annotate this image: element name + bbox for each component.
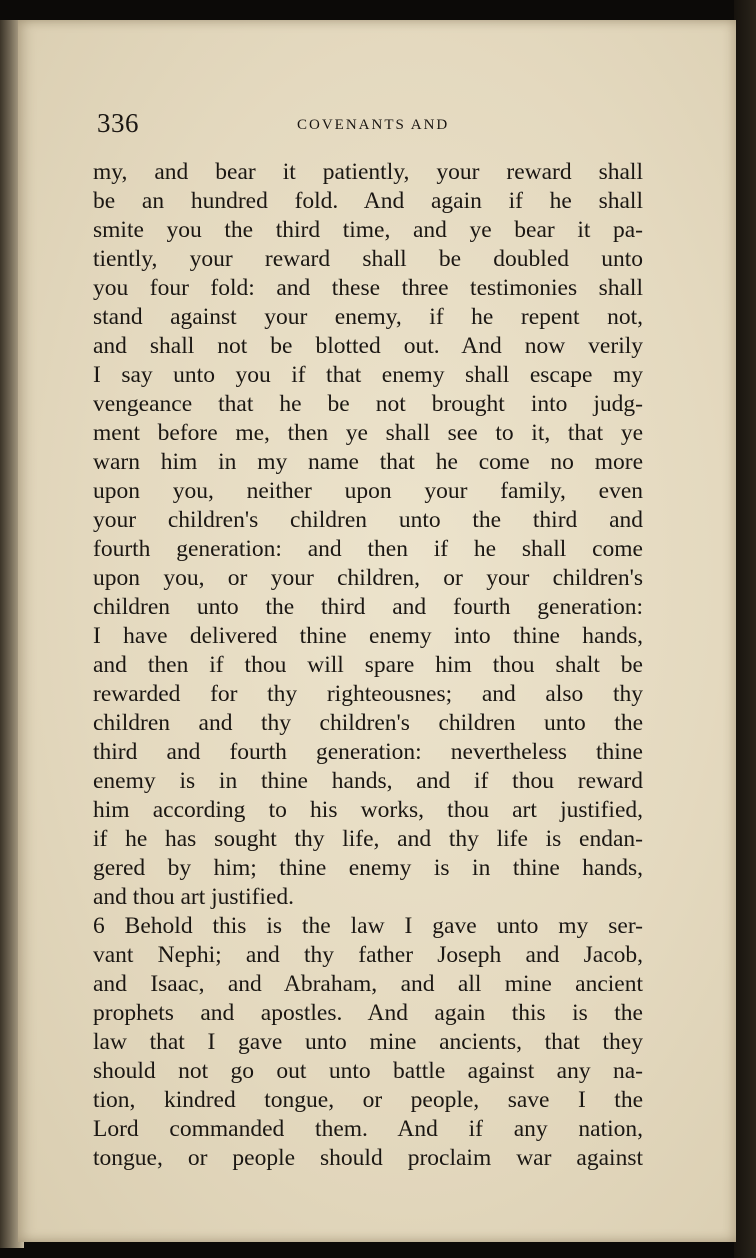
text-line: gered by him; thine enemy is in thine hands,: [93, 855, 643, 881]
text-line: ment before me, then ye shall see to it, that ye: [93, 420, 643, 446]
text-line: I have delivered thine enemy into thine hands,: [93, 623, 643, 649]
text-line: third and fourth generation: nevertheless thine: [93, 739, 643, 765]
text-line: law that I gave unto mine ancients, that they: [93, 1029, 643, 1055]
text-line: your children's children unto the third and: [93, 507, 643, 533]
text-line: warn him in my name that he come no more: [93, 449, 643, 475]
text-line: enemy is in thine hands, and if thou reward: [93, 768, 643, 794]
text-line: tongue, or people should proclaim war against: [93, 1145, 643, 1171]
text-line: should not go out unto battle against any na-: [93, 1058, 643, 1084]
text-line: stand against your enemy, if he repent not,: [93, 304, 643, 330]
text-line: fourth generation: and then if he shall come: [93, 536, 643, 562]
text-line: be an hundred fold. And again if he shall: [93, 188, 643, 214]
text-line: my, and bear it patiently, your reward shall: [93, 159, 643, 185]
text-line: upon you, neither upon your family, even: [93, 478, 643, 504]
text-line: and then if thou will spare him thou shalt be: [93, 652, 643, 678]
text-line: upon you, or your children, or your children's: [93, 565, 643, 591]
body-text: [93, 158, 643, 1173]
page-number: 336: [97, 108, 139, 138]
running-head: COVENANTS AND: [297, 117, 450, 133]
text-line: and Isaac, and Abraham, and all mine ancient: [93, 971, 643, 997]
text-line: prophets and apostles. And again this is the: [93, 1000, 643, 1026]
text-line: him according to his works, thou art justified,: [93, 797, 643, 823]
text-line: vengeance that he be not brought into judg-: [93, 391, 643, 417]
text-line: rewarded for thy righteousnes; and also thy: [93, 681, 643, 707]
text-line: children and thy children's children unto the: [93, 710, 643, 736]
text-line: smite you the third time, and ye bear it pa-: [93, 217, 643, 243]
text-line: vant Nephi; and thy father Joseph and Jacob,: [93, 942, 643, 968]
text-line: tion, kindred tongue, or people, save I the: [93, 1087, 643, 1113]
text-line: you four fold: and these three testimonies shall: [93, 275, 643, 301]
text-line: I say unto you if that enemy shall escape my: [93, 362, 643, 388]
text-line: Lord commanded them. And if any nation,: [93, 1116, 643, 1142]
text-line: and shall not be blotted out. And now verily: [93, 333, 643, 359]
text-line: if he has sought thy life, and thy life is endan-: [93, 826, 643, 852]
verse-start-line: 6 Behold this is the law I gave unto my ser-: [93, 913, 643, 939]
page-header: [97, 108, 667, 148]
paragraph-end-line: and thou art justified.: [93, 884, 295, 910]
book-right-edge: [734, 0, 756, 1258]
text-line: tiently, your reward shall be doubled unto: [93, 246, 643, 272]
text-line: children unto the third and fourth generation:: [93, 594, 643, 620]
